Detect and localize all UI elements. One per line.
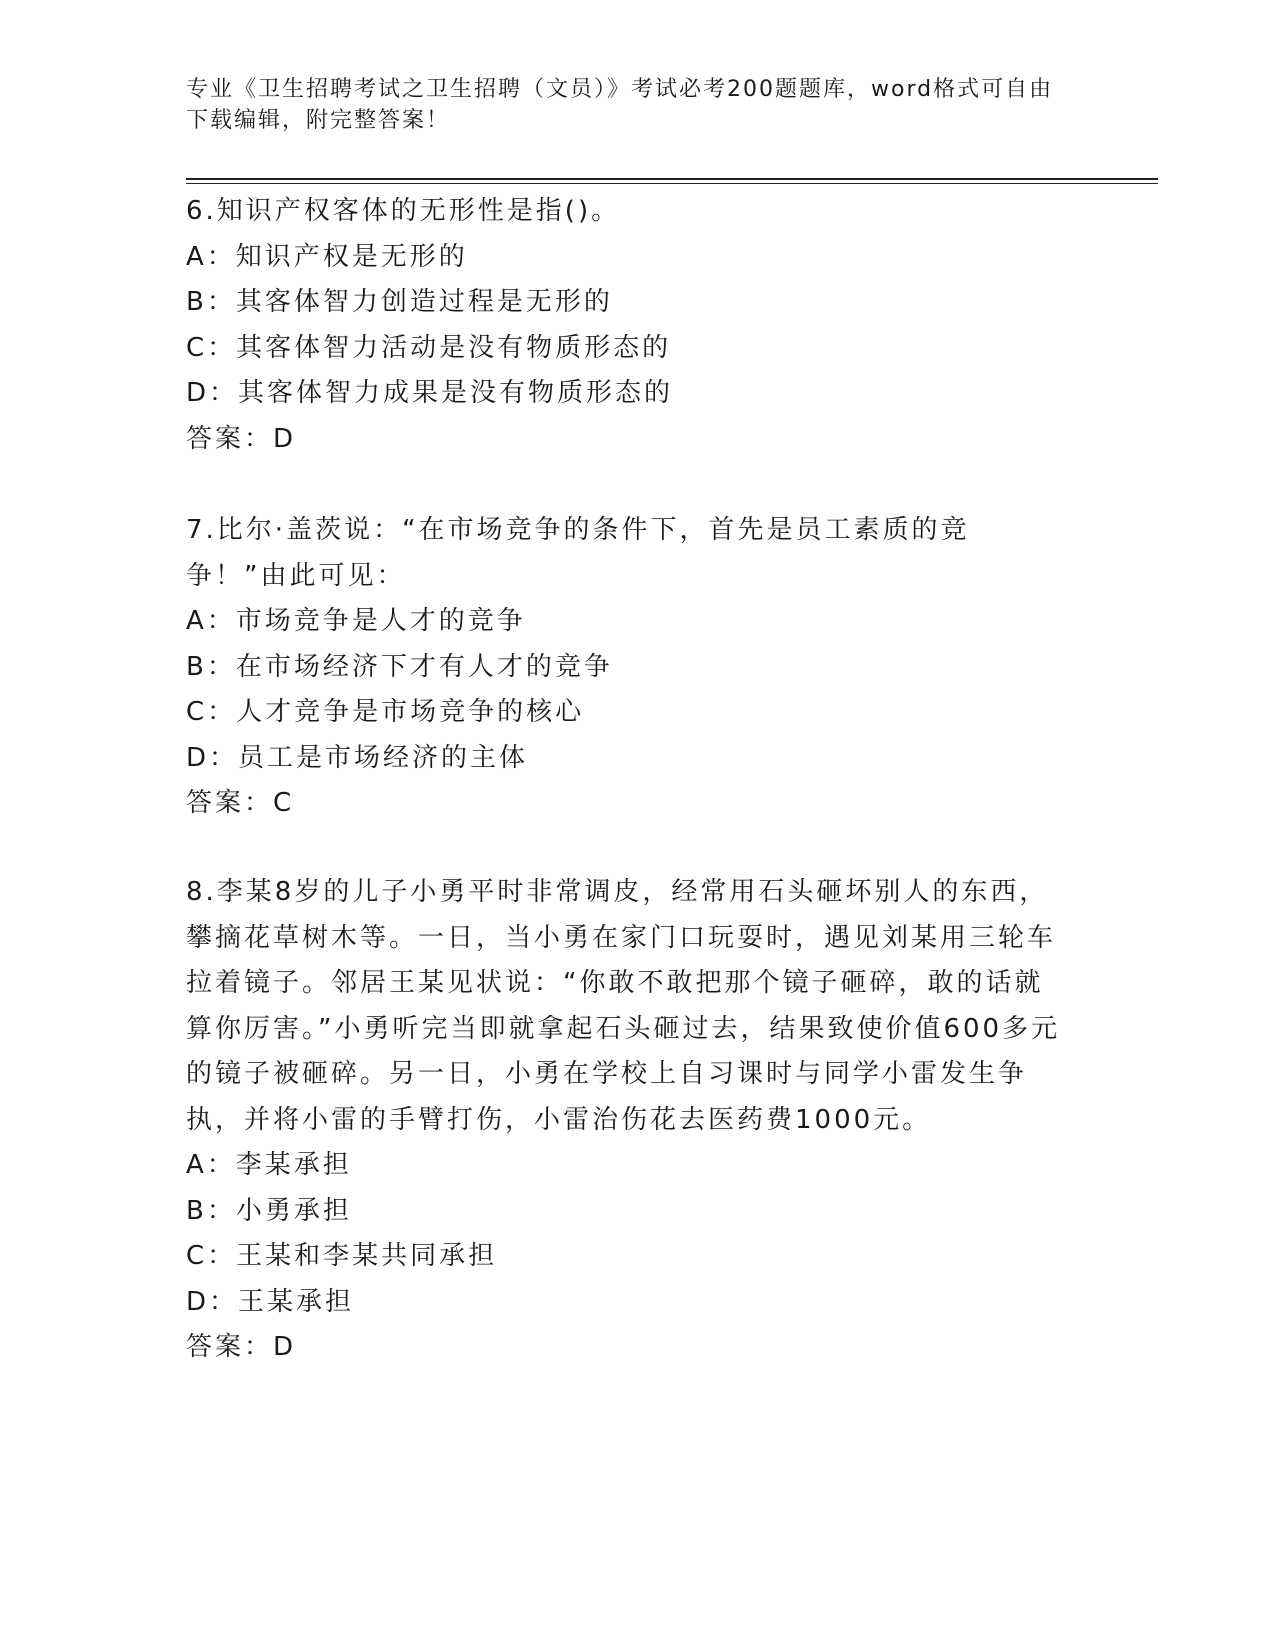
question-6 (186, 189, 1066, 462)
question-8 (186, 870, 1066, 1371)
answer-line: 答案：C (186, 788, 295, 818)
option-c: C：王某和李某共同承担 (186, 1241, 498, 1271)
option-c: C：人才竞争是市场竞争的核心 (186, 697, 585, 727)
option-d: D：其客体智力成果是没有物质形态的 (186, 378, 674, 408)
option-a: A：知识产权是无形的 (186, 241, 468, 272)
document-header: 专业《卫生招聘考试之卫生招聘（文员）》考试必考200题题库，word格式可自由下载编辑，附完整答案！ (186, 77, 1054, 133)
header-divider (186, 178, 1158, 184)
question-7 (186, 508, 1066, 827)
answer-line: 答案：D (186, 1332, 297, 1362)
question-stem: 8.李某8岁的儿子小勇平时非常调皮，经常用石头砸坏别人的东西，攀摘花草树木等。一日，当小勇在家门口玩耍时，遇见刘某用三轮车拉着镜子。邻居王某见状说：“你敢不敢把那个镜子砸碎，敢的话就算你厉害。”小勇听完当即就拿起石头砸过去，结果致使价值600多元的镜子被砸碎。另一日，小勇在学校上自习课时与同学小雷发生争执，并将小雷的手臂打伤，小雷治伤花去医药费1000元。 (186, 877, 1061, 1135)
option-b: B：其客体智力创造过程是无形的 (186, 287, 613, 317)
option-d: D：王某承担 (186, 1286, 355, 1317)
question-stem: 6.知识产权客体的无形性是指()。 (186, 196, 621, 226)
option-a: A：市场竞争是人才的竞争 (186, 606, 526, 636)
option-a: A：李某承担 (186, 1150, 352, 1180)
question-stem: 7.比尔·盖茨说：“在市场竞争的条件下，首先是员工素质的竞争！”由此可见： (186, 515, 970, 591)
option-d: D：员工是市场经济的主体 (186, 742, 529, 773)
option-c: C：其客体智力活动是没有物质形态的 (186, 332, 672, 363)
option-b: B：小勇承担 (186, 1195, 352, 1226)
answer-line: 答案：D (186, 423, 297, 454)
option-b: B：在市场经济下才有人才的竞争 (186, 651, 613, 682)
